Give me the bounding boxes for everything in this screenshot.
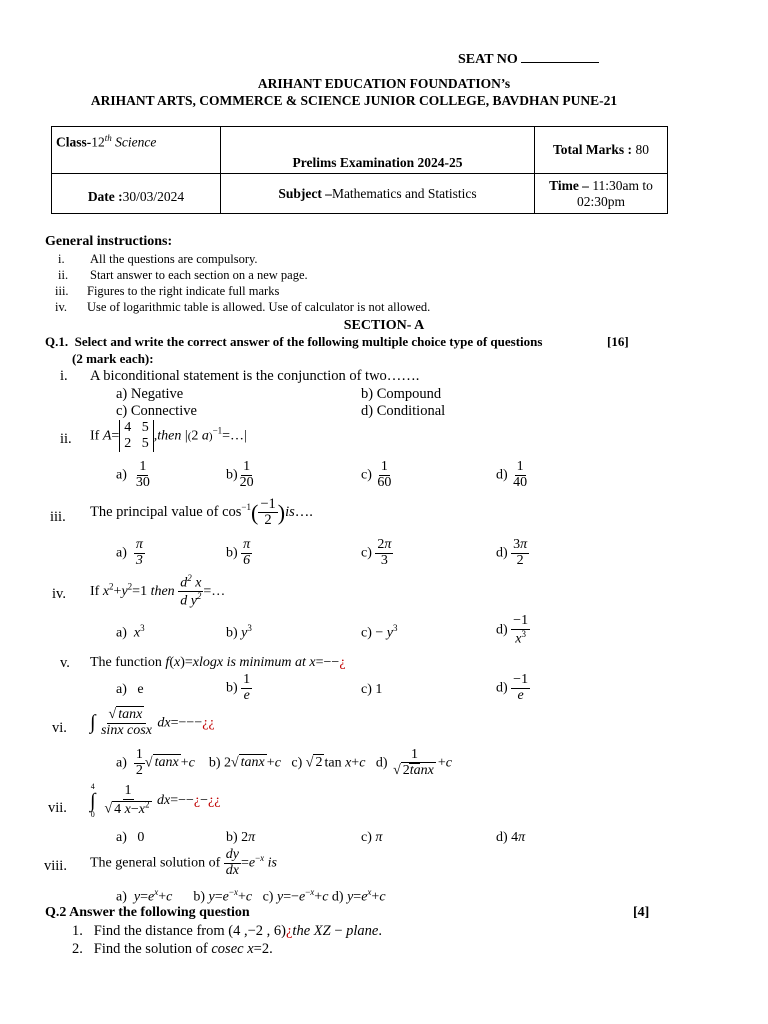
q2-item-1: 1. Find the distance from (4 ,−2 , 6)¿the XZ − plane. bbox=[72, 923, 382, 939]
q1-i-option-c: c) Connective bbox=[116, 403, 197, 419]
section-a-heading: SECTION- A bbox=[343, 318, 425, 333]
q1-iv-number: iv. bbox=[52, 586, 66, 602]
instructions-heading: General instructions: bbox=[45, 234, 173, 249]
q1-v-option-d: d) $\frac{-1}{e}$ bbox=[496, 672, 529, 703]
foundation-title: ARIHANT EDUCATION FOUNDATION’s bbox=[257, 76, 511, 91]
q1-v-option-b: b) $\frac{1}{e}$ bbox=[226, 672, 251, 703]
q1-iii-question: The principal value of $\cos^{-1}$( $\frac{-1}{2}$ )is…. bbox=[90, 496, 313, 529]
q1-ii-question: If A=4 5 2 5,then |(2 a)$^{-1}$=…| bbox=[90, 420, 247, 452]
seat-no-label: SEAT NO bbox=[458, 52, 599, 68]
date-cell: Date :30/03/2024 bbox=[52, 174, 221, 214]
q2-marks: [4] bbox=[633, 905, 650, 920]
q1-vii-number: vii. bbox=[48, 800, 67, 816]
q1-ii-option-c: c) $\frac{1}{60}$ bbox=[361, 459, 392, 490]
q1-v-question: The function f(x)=xlogx is minimum at x=−−¿ bbox=[90, 655, 346, 670]
q2-item-2: 2. Find the solution of cosec x=2. bbox=[72, 941, 273, 957]
q1-v-option-c: c) 1 bbox=[361, 682, 383, 697]
q1-i-number: i. bbox=[60, 368, 68, 384]
q1-heading: Q.1. Select and write the correct answer of the following multiple choice type of questions bbox=[45, 334, 543, 349]
q1-i-text: A biconditional statement is the conjunction of two……. bbox=[90, 368, 420, 384]
q1-ii-option-b: b) $\frac{1}{20}$ bbox=[226, 459, 254, 490]
q1-iv-option-c: $c) - y^3$ bbox=[361, 623, 398, 641]
class-cell: Class-12th Science bbox=[52, 127, 221, 174]
exam-title: Prelims Examination 2024-25 bbox=[221, 127, 535, 174]
instructions-list: i. All the questions are compulsory. ii. Start answer to each section on a new page. iii. Figures to the right indicate full marks iv. Use of logarithmic table is allowed. Use of calculator is not allowed. bbox=[55, 252, 431, 314]
q1-ii-option-a: a) $\frac{1}{30}$ bbox=[116, 459, 150, 490]
q1-v-option-a: a) e bbox=[116, 682, 144, 697]
q1-viii-question: The general solution of $\frac{dy}{dx}$ $=e^{-x}$ is bbox=[90, 847, 278, 878]
q1-ii-option-d: d) $\frac{1}{40}$ bbox=[496, 459, 528, 490]
q1-iii-option-d: d) $\frac{3\pi}{2}$ bbox=[496, 537, 528, 568]
q1-vii-option-b: b) 2π bbox=[226, 830, 256, 845]
q1-vii-option-d: d) 4π bbox=[496, 830, 526, 845]
q1-vi-question: ∫ $\frac{√ \tan x}{\text{sinx cosx}}$ dx=−−−¿¿ bbox=[90, 707, 215, 738]
q1-vii-question: 4 ∫ 0 $\frac{1}{√ 4 x-x^2}$ dx=−−¿−¿¿ bbox=[90, 782, 221, 819]
q1-iv-option-a: a) $x^3$ bbox=[116, 623, 145, 641]
time-cell: Time – 11:30am to 02:30pm bbox=[535, 174, 668, 214]
q1-viii-options: a) $y=e^x+c$ b) $y=e^{-x}+c$ c) $y=-e^{-x}+c$ d) $y=e^x+c$ bbox=[116, 887, 386, 905]
q1-iii-option-c: c) $\frac{2\pi}{3}$ bbox=[361, 537, 392, 568]
q2-heading: Q.2 Answer the following question bbox=[45, 905, 250, 920]
q1-vii-option-a: a) 0 bbox=[116, 830, 145, 845]
q1-marks: [16] bbox=[607, 334, 629, 349]
q1-vi-options: a) $\frac{1}{2}$ √ tanx +c b) 2√ tanx +c c) √ 2 tan x+c d) $\frac{1}{√ 2\tan x}$ +c bbox=[116, 747, 453, 778]
subject-cell: Subject –Mathematics and Statistics bbox=[221, 174, 535, 214]
q1-iii-option-a: a) $\frac{\pi}{3}$ bbox=[116, 537, 143, 568]
q1-i-option-a: a) Negative bbox=[116, 386, 184, 402]
q1-viii-number: viii. bbox=[44, 858, 67, 874]
q1-iii-option-b: b) $\frac{\pi}{6}$ bbox=[226, 537, 251, 568]
college-title: ARIHANT ARTS, COMMERCE & SCIENCE JUNIOR COLLEGE, BAVDHAN PUNE-21 bbox=[90, 93, 618, 108]
q1-vii-option-c: c) π bbox=[361, 830, 383, 845]
q1-vi-number: vi. bbox=[52, 720, 67, 736]
q1-i-option-b: b) Compound bbox=[361, 386, 442, 402]
q1-v-number: v. bbox=[60, 655, 70, 671]
q1-iv-question: If $x^2+y^2=1$ then $\frac{d^2 x}{d y^2}$ =… bbox=[90, 573, 226, 609]
q1-iii-number: iii. bbox=[50, 509, 66, 525]
q1-subheading: (2 mark each): bbox=[72, 351, 154, 366]
total-marks-cell: Total Marks : 80 bbox=[535, 127, 668, 174]
q1-iv-option-d: d) $\frac{-1}{x^3}$ bbox=[496, 613, 529, 647]
q1-iv-option-b: b) $y^3$ bbox=[226, 623, 252, 641]
q1-i-option-d: d) Conditional bbox=[361, 403, 446, 419]
q1-ii-number: ii. bbox=[60, 431, 72, 447]
exam-header-table bbox=[51, 126, 668, 214]
